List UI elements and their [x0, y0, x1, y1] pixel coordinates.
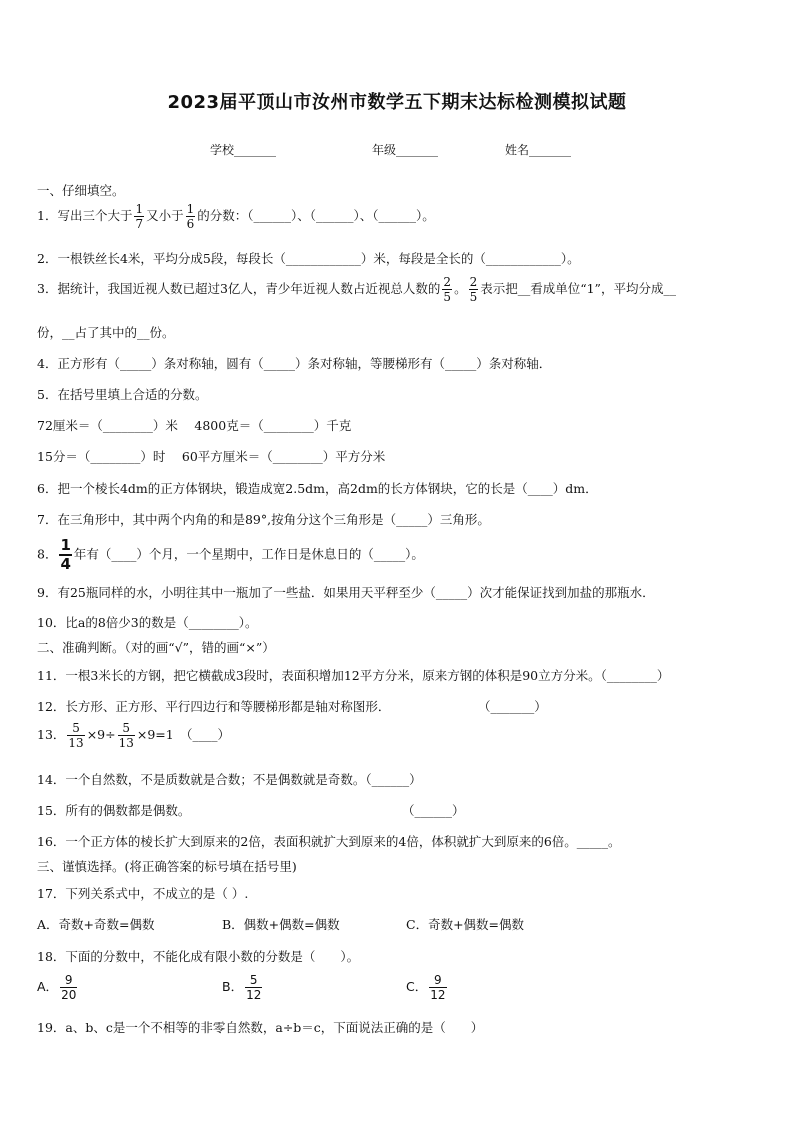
school-field: 学校_______ [210, 143, 277, 157]
question-16: 16．一个正方体的棱长扩大到原来的2倍，表面积就扩大到原来的4倍，体积就扩大到原来的6倍。_____。 [37, 834, 621, 849]
option-b: B． $\frac{5}{12}$ [222, 973, 262, 1002]
option-b: B．偶数+偶数=偶数 [222, 917, 340, 932]
question-7: 7．在三角形中，其中两个内角的和是89°,按角分这个三角形是（_____）三角形。 [37, 512, 490, 527]
grade-field: 年级_______ [372, 143, 439, 157]
question-13: 13． $\frac{5}{13}$ ×9÷ $\frac{5}{13}$ ×9=1 （____） [37, 721, 230, 750]
question-10: 10．比a的8倍少3的数是（________）。 [37, 615, 258, 630]
question-19: 19．a、b、c是一个不相等的非零自然数，a÷b＝c，下面说法正确的是（ ） [37, 1020, 484, 1035]
answer-blank: （_______） [478, 699, 547, 714]
answer-blank: （______） [402, 803, 465, 818]
fraction: $\frac{1}{4}$ [60, 536, 71, 573]
question-1: 1．写出三个大于 $\frac{1}{7}$ 又小于 $\frac{1}{6}$ 的分数：（______）、（______）、（______）。 [37, 202, 435, 231]
section-heading-3: 三、谨慎选择。(将正确答案的标号填在括号里) [37, 859, 297, 874]
question-17: 17．下列关系式中，不成立的是（ ）. [37, 886, 249, 901]
fraction: $\frac{5}{13}$ [118, 721, 134, 750]
option-c: C． $\frac{9}{12}$ [406, 973, 446, 1002]
fraction: $\frac{2}{5}$ [469, 275, 478, 304]
fraction: $\frac{9}{20}$ [61, 973, 77, 1002]
question-2: 2．一根铁丝长4米，平均分成5段，每段长（____________）米，每段是全长的（____________）。 [37, 251, 580, 266]
fraction: $\frac{2}{5}$ [443, 275, 452, 304]
question-5b: 15分＝（________）时 60平方厘米＝（________）平方分米 [37, 449, 386, 464]
question-8: 8． $\frac{1}{4}$ 年有（____）个月，一个星期中，工作日是休息日的（_____）。 [37, 536, 424, 573]
question-4: 4．正方形有（_____）条对称轴，圆有（_____）条对称轴，等腰梯形有（_____）条对称轴． [37, 356, 552, 371]
section-heading-1: 一、仔细填空。 [37, 183, 125, 198]
fraction: $\frac{5}{12}$ [246, 973, 262, 1002]
question-14: 14．一个自然数，不是质数就是合数；不是偶数就是奇数。（______） [37, 772, 422, 787]
section-heading-2: 二、准确判断。（对的画“√”，错的画“×”） [37, 640, 275, 655]
question-15: 15．所有的偶数都是偶数。 [37, 803, 191, 818]
fraction: $\frac{1}{7}$ [135, 202, 144, 231]
fraction: $\frac{5}{13}$ [68, 721, 84, 750]
page-title: 2023届平顶山市汝州市数学五下期末达标检测模拟试题 [167, 92, 627, 113]
question-6: 6．把一个棱长4dm的正方体钢块，锻造成宽2.5dm，高2dm的长方体钢块，它的长是（____）dm． [37, 481, 598, 496]
question-18: 18．下面的分数中，不能化成有限小数的分数是（ ）。 [37, 949, 360, 964]
fraction: $\frac{9}{12}$ [430, 973, 446, 1002]
question-9: 9．有25瓶同样的水，小明往其中一瓶加了一些盐．如果用天平秤至少（_____）次才能保证找到加盐的那瓶水． [37, 585, 655, 600]
question-3-line-2: 份，__占了其中的__份。 [37, 325, 175, 340]
question-11: 11．一根3米长的方钢，把它横截成3段时，表面积增加12平方分米，原来方钢的体积是90立方分米。（________） [37, 668, 670, 683]
question-3: 3．据统计，我国近视人数已超过3亿人，青少年近视人数占近视总人数的 $\frac{2}{5}$ 。 $\frac{2}{5}$ 表示把__看成单位“1”，平均分成__ [37, 275, 676, 304]
question-5: 5．在括号里填上合适的分数。 [37, 387, 208, 402]
fraction: $\frac{1}{6}$ [186, 202, 195, 231]
name-field: 姓名_______ [505, 143, 572, 157]
option-a: A．奇数+奇数=偶数 [37, 917, 155, 932]
option-a: A． $\frac{9}{20}$ [37, 973, 77, 1002]
question-12: 12．长方形、正方形、平行四边行和等腰梯形都是轴对称图形． [37, 699, 391, 714]
question-5a: 72厘米＝（________）米 4800克＝（________）千克 [37, 418, 352, 433]
option-c: C．奇数+偶数=偶数 [406, 917, 525, 932]
